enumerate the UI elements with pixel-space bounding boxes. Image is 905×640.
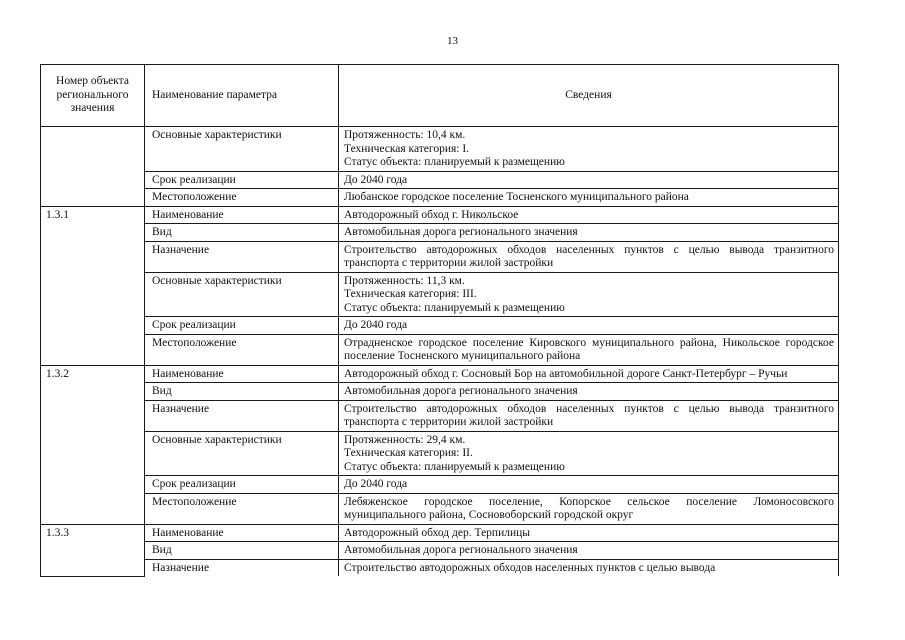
table-row [41,206,839,224]
table-row [41,127,839,172]
details-cell [339,559,839,576]
parameter-name-cell: Срок реализации [145,171,339,189]
details-line: Статус объекта: планируемый к размещению [344,156,565,168]
table-row [41,559,839,576]
parameter-name-cell: Местоположение [145,493,339,524]
details-line: Строительство автодорожных обходов населенных пунктов с целью вывода [344,561,716,574]
table-row [41,334,839,365]
details-cell [339,431,839,476]
details-line: Техническая категория: III. [344,288,477,300]
parameter-name-cell: Наименование [145,365,339,383]
table-row [41,189,839,207]
details-cell [339,365,839,383]
parameter-name-cell: Назначение [145,400,339,431]
parameter-name-cell: Основные характеристики [145,431,339,476]
details-line: Любанское городское поселение Тосненского муниципального района [344,191,689,203]
parameter-name-cell: Вид [145,383,339,401]
parameter-name-cell: Вид [145,542,339,560]
object-number-cell [41,127,145,207]
details-cell [339,383,839,401]
table-row [41,476,839,494]
table-row [41,383,839,401]
details-line: Лебяженское городское поселение, Копорское сельское поселение Ломоносовского муниципального района, Сосновоборский городской округ [344,495,834,521]
details-line: Автодорожный обход дер. Терпилицы [344,526,531,539]
parameter-name-cell: Наименование [145,206,339,224]
details-line: Автомобильная дорога регионального значения [344,544,578,556]
details-cell [339,400,839,431]
page-number: 13 [447,35,458,47]
table-row [41,365,839,383]
table-row [41,171,839,189]
details-line: Автодорожный обход г. Сосновый Бор на автомобильной дороге Санкт-Петербург – Ручьи [344,367,788,380]
details-line: Строительство автодорожных обходов населенных пунктов с целью вывода транзитного транспорта с территории жилой застройки [344,243,834,269]
parameter-name-cell: Срок реализации [145,317,339,335]
parameter-name-cell: Вид [145,224,339,242]
table-row [41,317,839,335]
details-cell [339,334,839,365]
details-cell [339,171,839,189]
parameters-table [40,64,839,577]
table-row [41,400,839,431]
table-row [41,524,839,542]
object-number-cell: 1.3.1 [41,206,145,365]
details-cell [339,272,839,317]
details-line: Отрадненское городское поселение Кировского муниципального района, Никольское городское поселение Тосненского муниципального района [344,336,834,362]
parameter-name-cell: Основные характеристики [145,127,339,172]
details-line: Протяженность: 11,3 км. [344,274,465,287]
table-row [41,493,839,524]
details-line: Техническая категория: II. [344,447,473,459]
parameter-name-cell: Назначение [145,241,339,272]
table-header-row [41,65,839,127]
details-line: Статус объекта: планируемый к размещению [344,301,565,314]
table-row [41,272,839,317]
header-parameter-name: Наименование параметра [145,65,339,127]
details-cell [339,542,839,560]
object-number-cell: 1.3.2 [41,365,145,524]
details-line: До 2040 года [344,478,408,490]
header-object-number: Номер объекта регионального значения [41,65,145,127]
details-line: Строительство автодорожных обходов населенных пунктов с целью вывода транзитного транспорта с территории жилой застройки [344,402,834,428]
table-row [41,542,839,560]
details-cell [339,524,839,542]
details-line: Техническая категория: I. [344,142,470,155]
details-cell [339,241,839,272]
details-line: Автодорожный обход г. Никольское [344,208,519,221]
table-row [41,224,839,242]
details-cell [339,224,839,242]
parameter-name-cell: Срок реализации [145,476,339,494]
details-cell [339,189,839,207]
parameter-name-cell: Основные характеристики [145,272,339,317]
table-row [41,241,839,272]
details-line: До 2040 года [344,173,408,186]
details-line: Статус объекта: планируемый к размещению [344,460,565,473]
details-line: Автомобильная дорога регионального значения [344,385,578,397]
details-cell [339,206,839,224]
details-cell [339,127,839,172]
table-body [41,127,839,577]
details-line: Автомобильная дорога регионального значения [344,226,578,238]
parameter-name-cell: Назначение [145,559,339,576]
parameter-name-cell: Местоположение [145,334,339,365]
details-cell [339,476,839,494]
details-cell [339,317,839,335]
parameter-name-cell: Наименование [145,524,339,542]
object-number-cell: 1.3.3 [41,524,145,576]
header-details: Сведения [339,65,839,127]
table-row [41,431,839,476]
details-cell [339,493,839,524]
details-line: Протяженность: 10,4 км. [344,129,466,141]
details-line: Протяженность: 29,4 км. [344,433,466,446]
parameter-name-cell: Местоположение [145,189,339,207]
details-line: До 2040 года [344,319,408,331]
